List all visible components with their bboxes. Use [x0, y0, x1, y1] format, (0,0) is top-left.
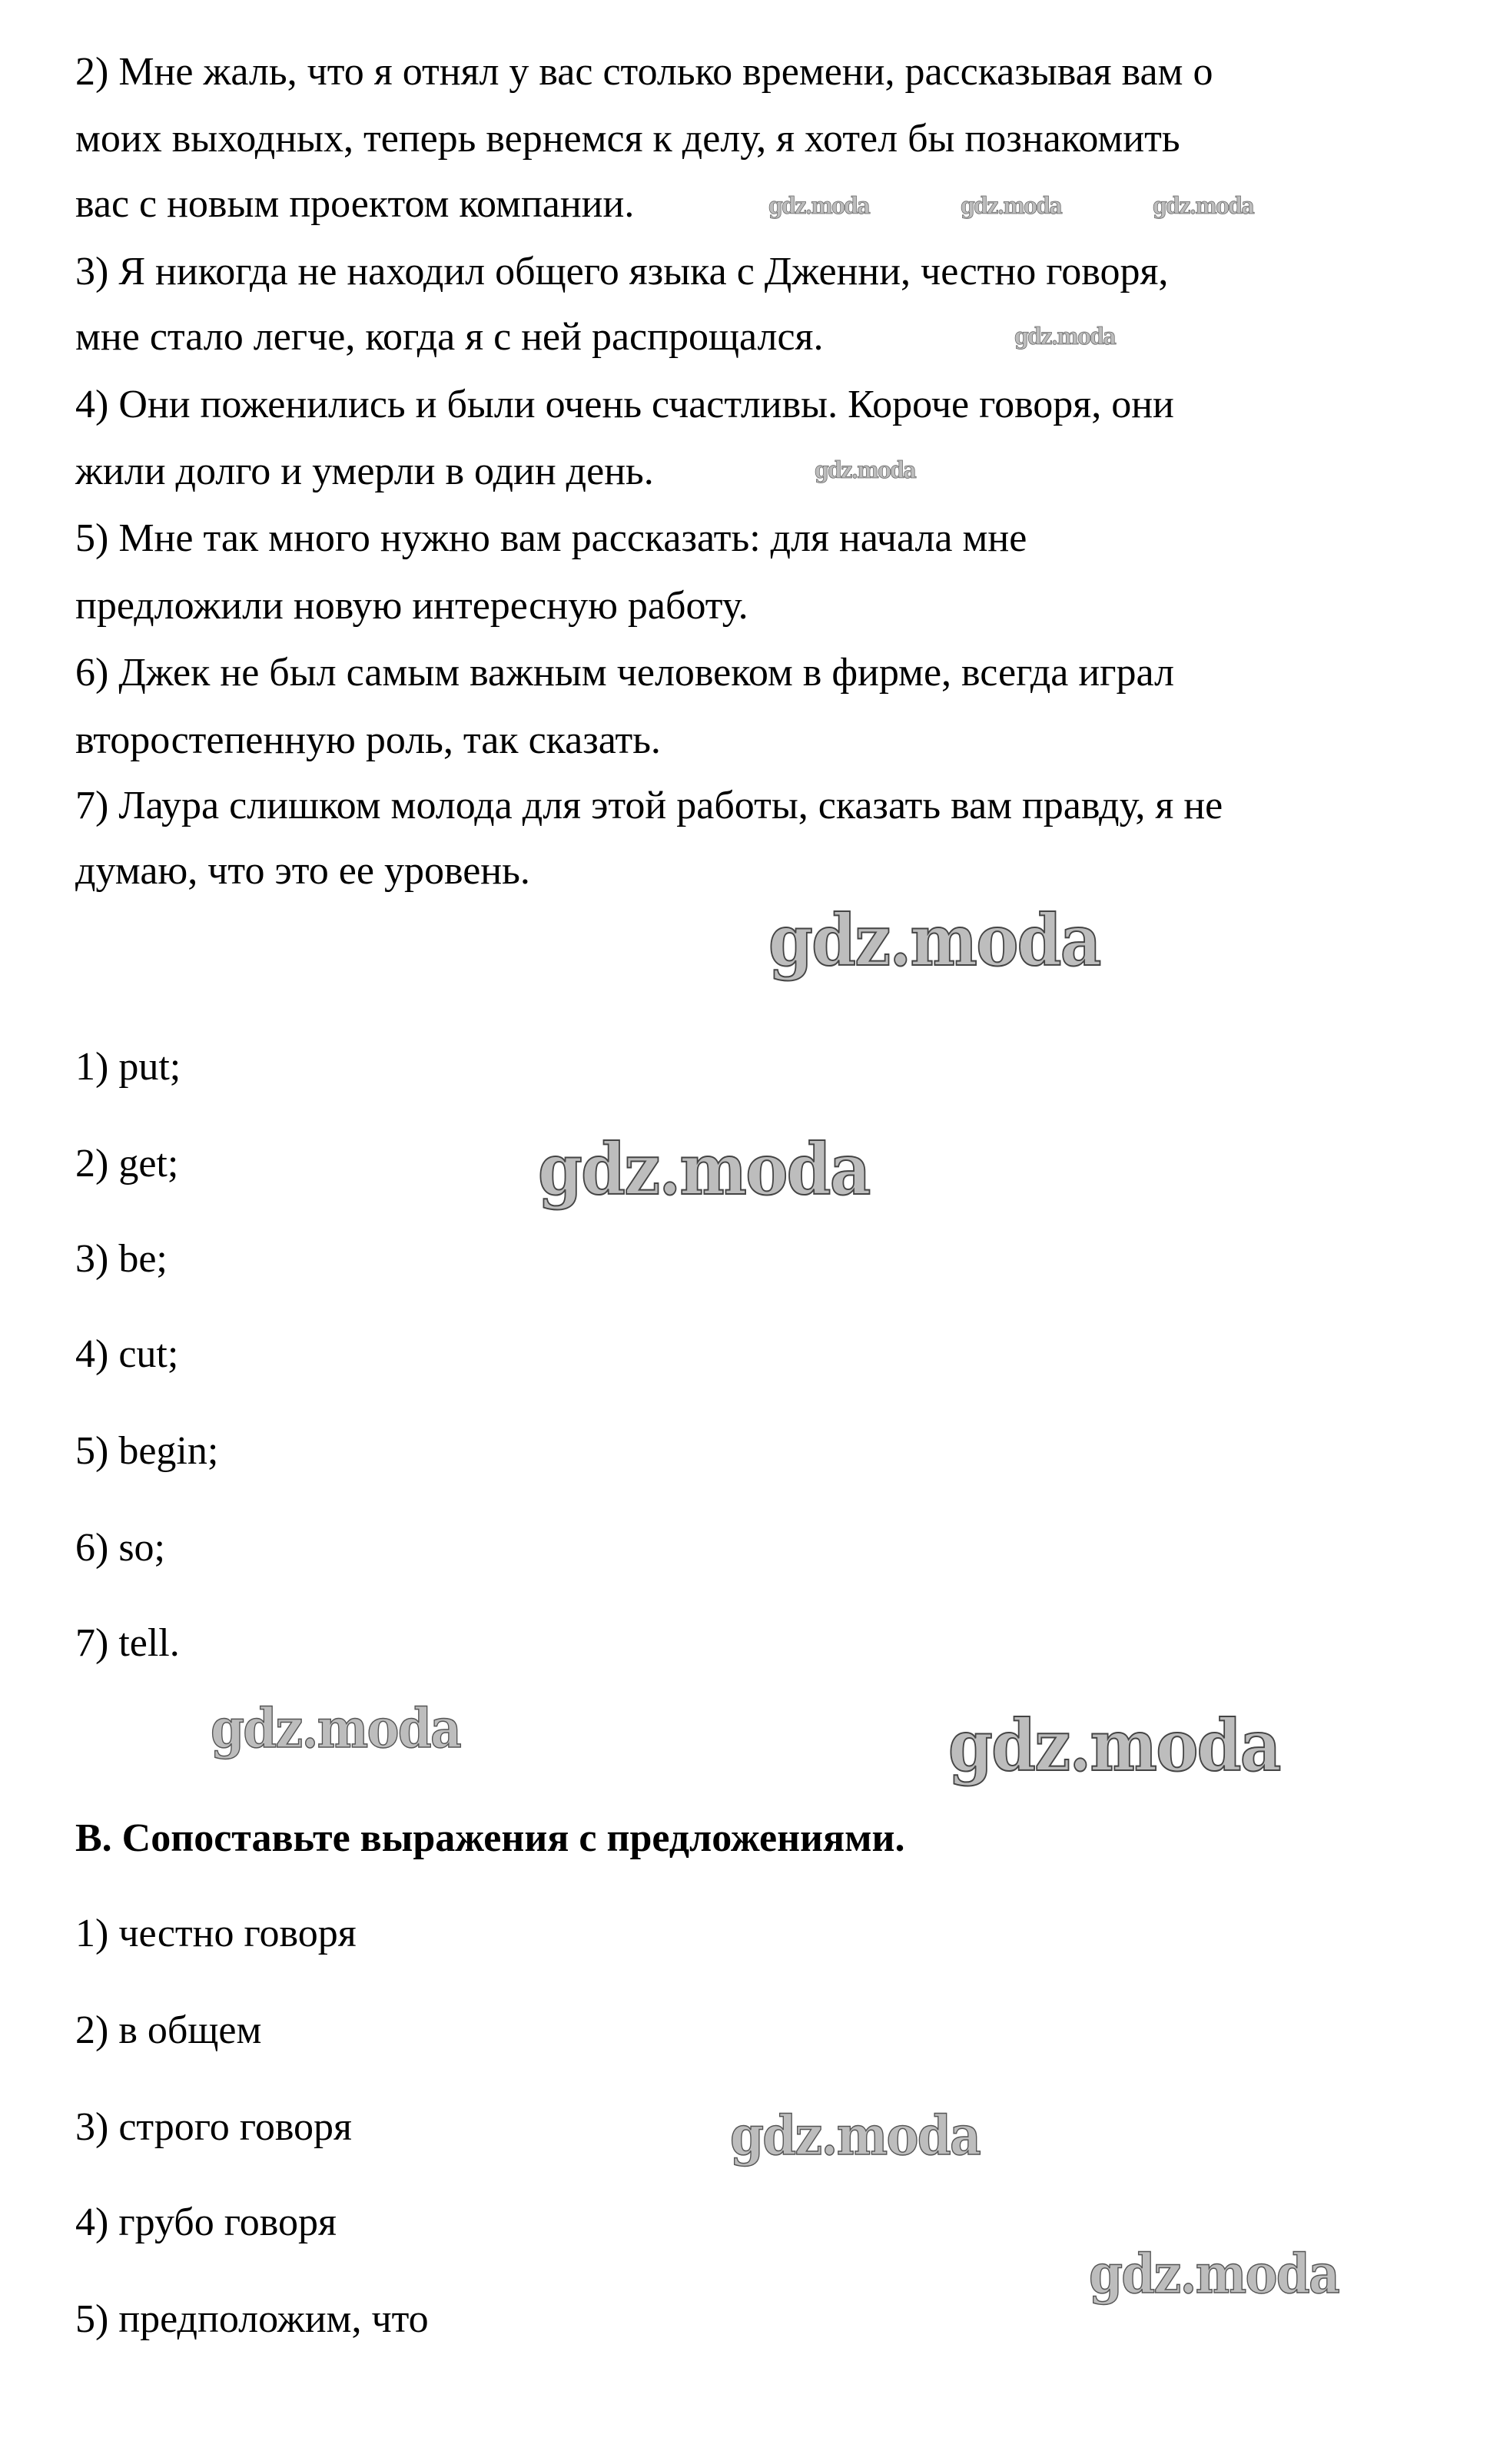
watermark: gdz.moda	[768, 193, 870, 220]
expression-item: 4) грубо говоря	[75, 2200, 337, 2244]
watermark: gdz.moda	[815, 457, 916, 484]
sentence-line: 6) Джек не был самым важным человеком в фирме, всегда играл	[75, 651, 1174, 695]
sentence-line: 5) Мне так много нужно вам рассказать: для начала мне	[75, 516, 1027, 560]
watermark: gdz.moda	[730, 2104, 980, 2167]
sentence-line: 4) Они поженились и были очень счастливы. Короче говоря, они	[75, 383, 1174, 426]
sentence-line: думаю, что это ее уровень.	[75, 849, 530, 893]
watermark: gdz.moda	[211, 1696, 460, 1760]
sentence-line: 3) Я никогда не находил общего языка с Дженни, честно говоря,	[75, 250, 1169, 293]
answer-item: 2) get;	[75, 1142, 179, 1186]
watermark: gdz.moda	[961, 193, 1062, 220]
sentence-line: мне стало легче, когда я с ней распрощался.	[75, 315, 824, 359]
answer-item: 1) put;	[75, 1045, 181, 1089]
watermark: gdz.moda	[1089, 2242, 1339, 2306]
watermark: gdz.moda	[768, 899, 1100, 982]
sentence-line: 2) Мне жаль, что я отнял у вас столько времени, рассказывая вам о	[75, 50, 1213, 94]
answer-item: 4) cut;	[75, 1332, 179, 1376]
expression-item: 3) строго говоря	[75, 2105, 352, 2149]
sentence-line: жили долго и умерли в один день.	[75, 449, 654, 493]
sentence-line: 7) Лаура слишком молода для этой работы, сказать вам правду, я не	[75, 784, 1223, 827]
answer-item: 5) begin;	[75, 1429, 219, 1473]
answer-item: 6) so;	[75, 1526, 165, 1570]
watermark: gdz.moda	[948, 1704, 1280, 1787]
sentence-line: второстепенную роль, так сказать.	[75, 718, 661, 762]
answer-item: 3) be;	[75, 1237, 168, 1281]
section-heading: B. Сопоставьте выражения с предложениями.	[75, 1816, 905, 1860]
sentence-line: предложили новую интересную работу.	[75, 584, 748, 628]
sentence-line: вас с новым проектом компании.	[75, 182, 635, 226]
answer-item: 7) tell.	[75, 1621, 180, 1665]
watermark: gdz.moda	[1153, 193, 1254, 220]
expression-item: 5) предположим, что	[75, 2297, 429, 2341]
sentence-line: моих выходных, теперь вернемся к делу, я хотел бы познакомить	[75, 117, 1180, 161]
expression-item: 1) честно говоря	[75, 1912, 357, 1955]
watermark: gdz.moda	[1014, 323, 1116, 350]
expression-item: 2) в общем	[75, 2008, 262, 2052]
watermark: gdz.moda	[538, 1128, 870, 1211]
